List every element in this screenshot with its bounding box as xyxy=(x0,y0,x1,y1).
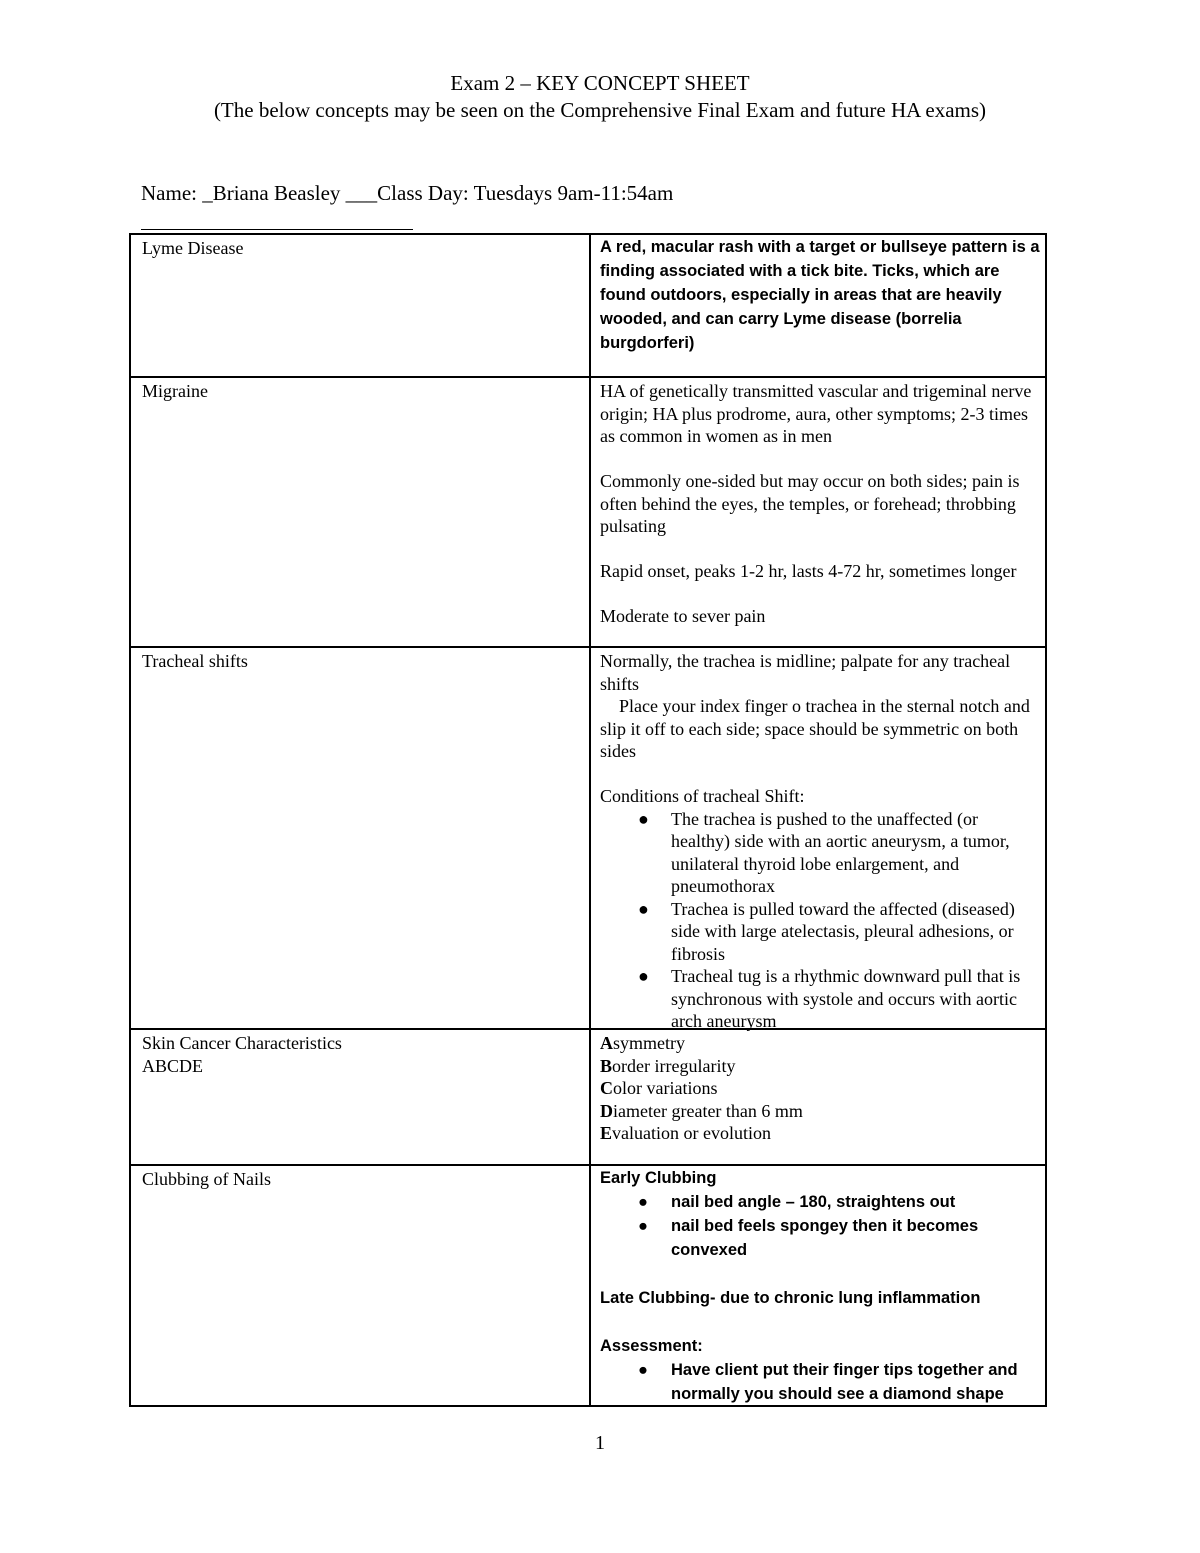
tracheal-para-2: Place your index finger o trachea in the sternal notch and slip it off to each side; space should be symmetric on both sides xyxy=(600,696,1030,761)
term-clubbing: Clubbing of Nails xyxy=(142,1169,271,1189)
table-row-clubbing xyxy=(129,1164,1047,1407)
term-tracheal: Tracheal shifts xyxy=(142,651,248,671)
definition-migraine xyxy=(600,380,1040,628)
migraine-para-1: HA of genetically transmitted vascular and trigeminal nerve origin; HA plus prodrome, aura, other symptoms; 2-3 times as common in women as in men xyxy=(600,381,1032,446)
bullet-icon: ● xyxy=(638,898,649,919)
migraine-para-2: Commonly one-sided but may occur on both sides; pain is often behind the eyes, the temples, or forehead; throbbing pulsating xyxy=(600,471,1020,536)
concept-table xyxy=(129,233,1047,1407)
list-item: Evaluation or evolution xyxy=(600,1123,771,1143)
tracheal-para-1: Normally, the trachea is midline; palpate for any tracheal shifts xyxy=(600,651,1011,694)
bullet-icon: ● xyxy=(638,966,649,986)
list-item: ● nail bed feels spongey then it becomes convexed xyxy=(600,1214,1040,1262)
bullet-icon: ● xyxy=(638,808,649,829)
document-title: Exam 2 – KEY CONCEPT SHEET xyxy=(450,71,750,95)
list-item: Asymmetry xyxy=(600,1033,685,1053)
bullet-icon: ● xyxy=(638,1361,648,1379)
list-item: ● Have client put their finger tips together and normally you should see a diamond shape xyxy=(600,1358,1040,1406)
late-clubbing-text: Late Clubbing- due to chronic lung inflammation xyxy=(600,1289,981,1307)
page-number: 1 xyxy=(595,1432,605,1454)
table-row-skin-cancer xyxy=(129,1028,1047,1165)
definition-lyme: A red, macular rash with a target or bullseye pattern is a finding associated with a tick bite. Ticks, which are found outdoors, especially in areas that are heavily wooded, and can carry Lyme disease (borrelia burgdorferi) xyxy=(600,238,1040,352)
list-item: Diameter greater than 6 mm xyxy=(600,1100,803,1121)
definition-tracheal xyxy=(600,650,1040,1033)
bullet-icon: ● xyxy=(638,1217,648,1235)
term-skin-cancer-acronym: ABCDE xyxy=(142,1055,204,1076)
term-skin-cancer: Skin Cancer Characteristics ABCDE xyxy=(142,1032,582,1077)
list-item: ● The trachea is pushed to the unaffected (or healthy) side with an aortic aneurysm, a tumor, unilateral thyroid lobe enlargement, and pneumothorax xyxy=(638,808,1010,896)
document-subtitle: (The below concepts may be seen on the Comprehensive Final Exam and future HA exams) xyxy=(213,98,987,122)
list-item: ● Trachea is pulled toward the affected (diseased) side with large atelectasis, pleural adhesions, or fibrosis xyxy=(638,898,1015,964)
assessment-list xyxy=(600,1358,1040,1406)
name-underline xyxy=(141,229,413,230)
table-row-migraine xyxy=(129,376,1047,647)
definition-clubbing xyxy=(600,1166,1040,1406)
tracheal-bullet-list xyxy=(600,808,1040,1033)
term-migraine: Migraine xyxy=(142,381,208,401)
document-header xyxy=(0,70,1200,124)
bullet-icon: ● xyxy=(638,1193,648,1211)
list-item: Color variations xyxy=(600,1078,718,1098)
term-lyme: Lyme Disease xyxy=(142,238,244,258)
definition-skin-cancer xyxy=(600,1032,1040,1145)
table-row-lyme xyxy=(129,233,1047,377)
early-clubbing-heading: Early Clubbing xyxy=(600,1169,717,1187)
migraine-para-4: Moderate to sever pain xyxy=(600,606,766,626)
name-class-line: Name: _Briana Beasley ___Class Day: Tuesdays 9am-11:54am xyxy=(141,181,674,205)
assessment-heading: Assessment: xyxy=(600,1337,703,1355)
table-row-tracheal xyxy=(129,646,1047,1029)
tracheal-para-3: Conditions of tracheal Shift: xyxy=(600,786,805,806)
list-item: ● Tracheal tug is a rhythmic downward pull that is synchronous with systole and occurs with aortic arch aneurysm xyxy=(638,966,1021,1031)
list-item: Border irregularity xyxy=(600,1055,736,1076)
migraine-para-3: Rapid onset, peaks 1-2 hr, lasts 4-72 hr, sometimes longer xyxy=(600,561,1017,581)
early-clubbing-list xyxy=(600,1190,1040,1262)
list-item: ● nail bed angle – 180, straightens out xyxy=(600,1190,1040,1214)
